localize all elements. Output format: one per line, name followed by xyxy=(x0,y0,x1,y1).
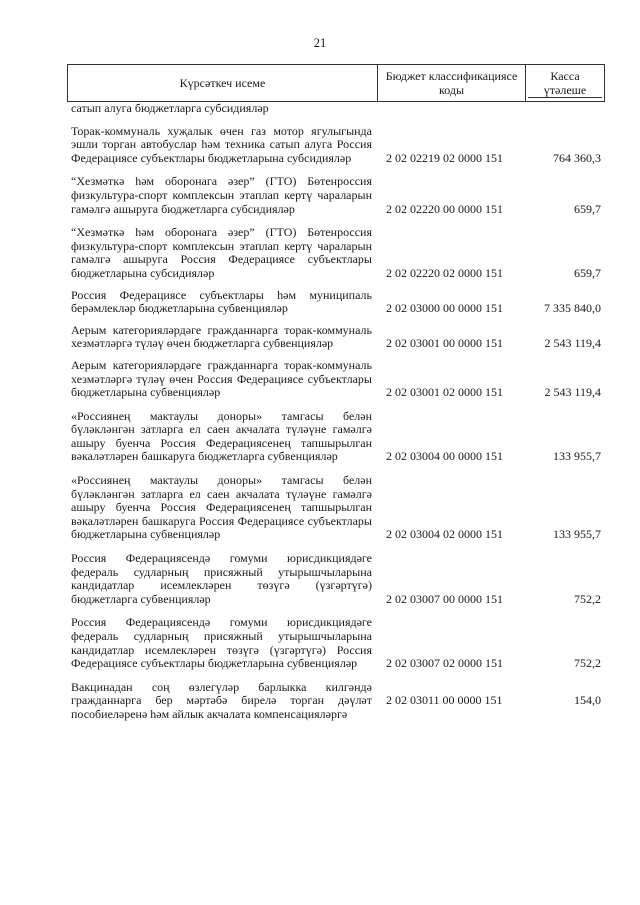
row-kassa: 659,7 xyxy=(574,265,601,280)
row-kassa: 2 543 119,4 xyxy=(544,385,601,400)
row-name: «Россиянең мактаулы доноры» тамгасы белән бүләкләнгән затларга ел саен акчалата түләүне гамәлгә ашыру буенча Россия Федерациясенең тапшырылган вәкаләтләрен башкаруга бюджетларга субвенцияләр xyxy=(71,408,372,464)
table-row xyxy=(67,125,605,166)
row-name: Россия Федерациясе субъектлары һәм муниципаль берәмлекләр бюджетларына субвенцияләр xyxy=(71,287,372,316)
row-code: 2 02 03007 02 0000 151 xyxy=(386,656,503,671)
row-name: Торак-коммуналь хуҗалык өчен газ мотор ягулыгында эшли торган автобуслар һәм техника сатып алуга Россия Федерациясе субъектлары бюджетларына субсидияләр xyxy=(71,123,372,165)
table-row xyxy=(67,289,605,316)
table-row xyxy=(67,552,605,606)
budget-table xyxy=(67,64,605,722)
row-name: Вакцинадан соң өзлегүләр барлыкка килгәндә гражданнарга бер мәртәбә бирелә торган дәүләт пособиеләренә һәм айлык акчалата компенсацияләргә xyxy=(71,679,372,721)
table-row xyxy=(67,102,605,116)
row-code: 2 02 02220 02 0000 151 xyxy=(386,265,503,280)
page-number: 21 xyxy=(313,36,327,50)
table-row xyxy=(67,359,605,400)
table-row xyxy=(67,474,605,542)
row-name: “Хезмәткә һәм оборонага әзер” (ГТО) Бөтенроссия физкультура-спорт комплексын этаплап кертү чараларын гамәлгә ашыруга бюджетларга субсидияләр xyxy=(71,174,372,216)
row-kassa: 2 543 119,4 xyxy=(544,336,601,351)
row-kassa: 7 335 840,0 xyxy=(544,301,601,316)
row-kassa: 752,2 xyxy=(574,591,601,606)
row-name: Аерым категорияләрдәге гражданнарга торак-коммуналь хезмәтләргә түләү өчен Россия Федерациясе субъектлары бюджетларына субвенцияләр xyxy=(71,357,372,400)
table-header xyxy=(67,64,605,102)
row-name: сатып алуга бюджетларга субсидияләр xyxy=(71,101,269,115)
header-code-column: Бюджет классификациясе коды xyxy=(378,65,526,101)
table-row xyxy=(67,616,605,670)
row-name: Аерым категорияләрдәге гражданнарга торак-коммуналь хезмәтләргә түләү өчен бюджетларга субвенцияләр xyxy=(71,322,372,351)
row-kassa: 752,2 xyxy=(574,656,601,671)
row-kassa: 154,0 xyxy=(574,692,601,707)
row-name: «Россиянең мактаулы доноры» тамгасы белән бүләкләнгән затларга ел саен акчалата түләүне гамәлгә ашыру буенча Россия Федерациясенең тапшырылган вәкаләтләрен башкаруга Россия Федерациясе субъектлары бюджетларына субвенцияләр xyxy=(71,473,372,542)
row-code: 2 02 02219 02 0000 151 xyxy=(386,150,503,165)
row-kassa: 659,7 xyxy=(574,201,601,216)
table-row xyxy=(67,681,605,722)
header-name-column: Күрсәткеч исеме xyxy=(67,65,378,101)
table-row xyxy=(67,410,605,464)
row-code: 2 02 03007 00 0000 151 xyxy=(386,591,503,606)
header-kassa-label: Касса үтәлеше xyxy=(528,69,602,98)
table-row xyxy=(67,324,605,351)
row-kassa: 764 360,3 xyxy=(553,150,601,165)
row-name: “Хезмәткә һәм оборонага әзер” (ГТО) Бөтенроссия физкультура-спорт комплексын этаплап кертү чараларын гамәлгә ашыруга Россия Федерациясе субъектлары бюджетларына субсидияләр xyxy=(71,225,372,280)
table-row xyxy=(67,175,605,216)
row-kassa: 133 955,7 xyxy=(553,527,601,542)
row-code: 2 02 02220 00 0000 151 xyxy=(386,201,503,216)
row-kassa: 133 955,7 xyxy=(553,449,601,464)
row-code: 2 02 03011 00 0000 151 xyxy=(386,692,503,707)
row-code: 2 02 03000 00 0000 151 xyxy=(386,301,503,316)
row-code: 2 02 03001 02 0000 151 xyxy=(386,385,503,400)
row-code: 2 02 03001 00 0000 151 xyxy=(386,336,503,351)
table-row xyxy=(67,226,605,280)
row-name: Россия Федерациясендә гомуми юрисдикциядәге федераль судларның присяжный утырышчыларына кандидатлар исемлекләрен төзүгә (үзгәртүгә) бюджетларга субвенцияләр xyxy=(71,551,372,606)
row-name: Россия Федерациясендә гомуми юрисдикциядәге федераль судларның присяжный утырышчыларына кандидатлар исемлекләрен төзүгә (үзгәртүгә) Россия Федерациясе субъектлары бюджетларына субвенцияләр xyxy=(71,615,372,671)
row-code: 2 02 03004 00 0000 151 xyxy=(386,449,503,464)
row-code: 2 02 03004 02 0000 151 xyxy=(386,527,503,542)
header-kassa-column xyxy=(526,65,605,101)
